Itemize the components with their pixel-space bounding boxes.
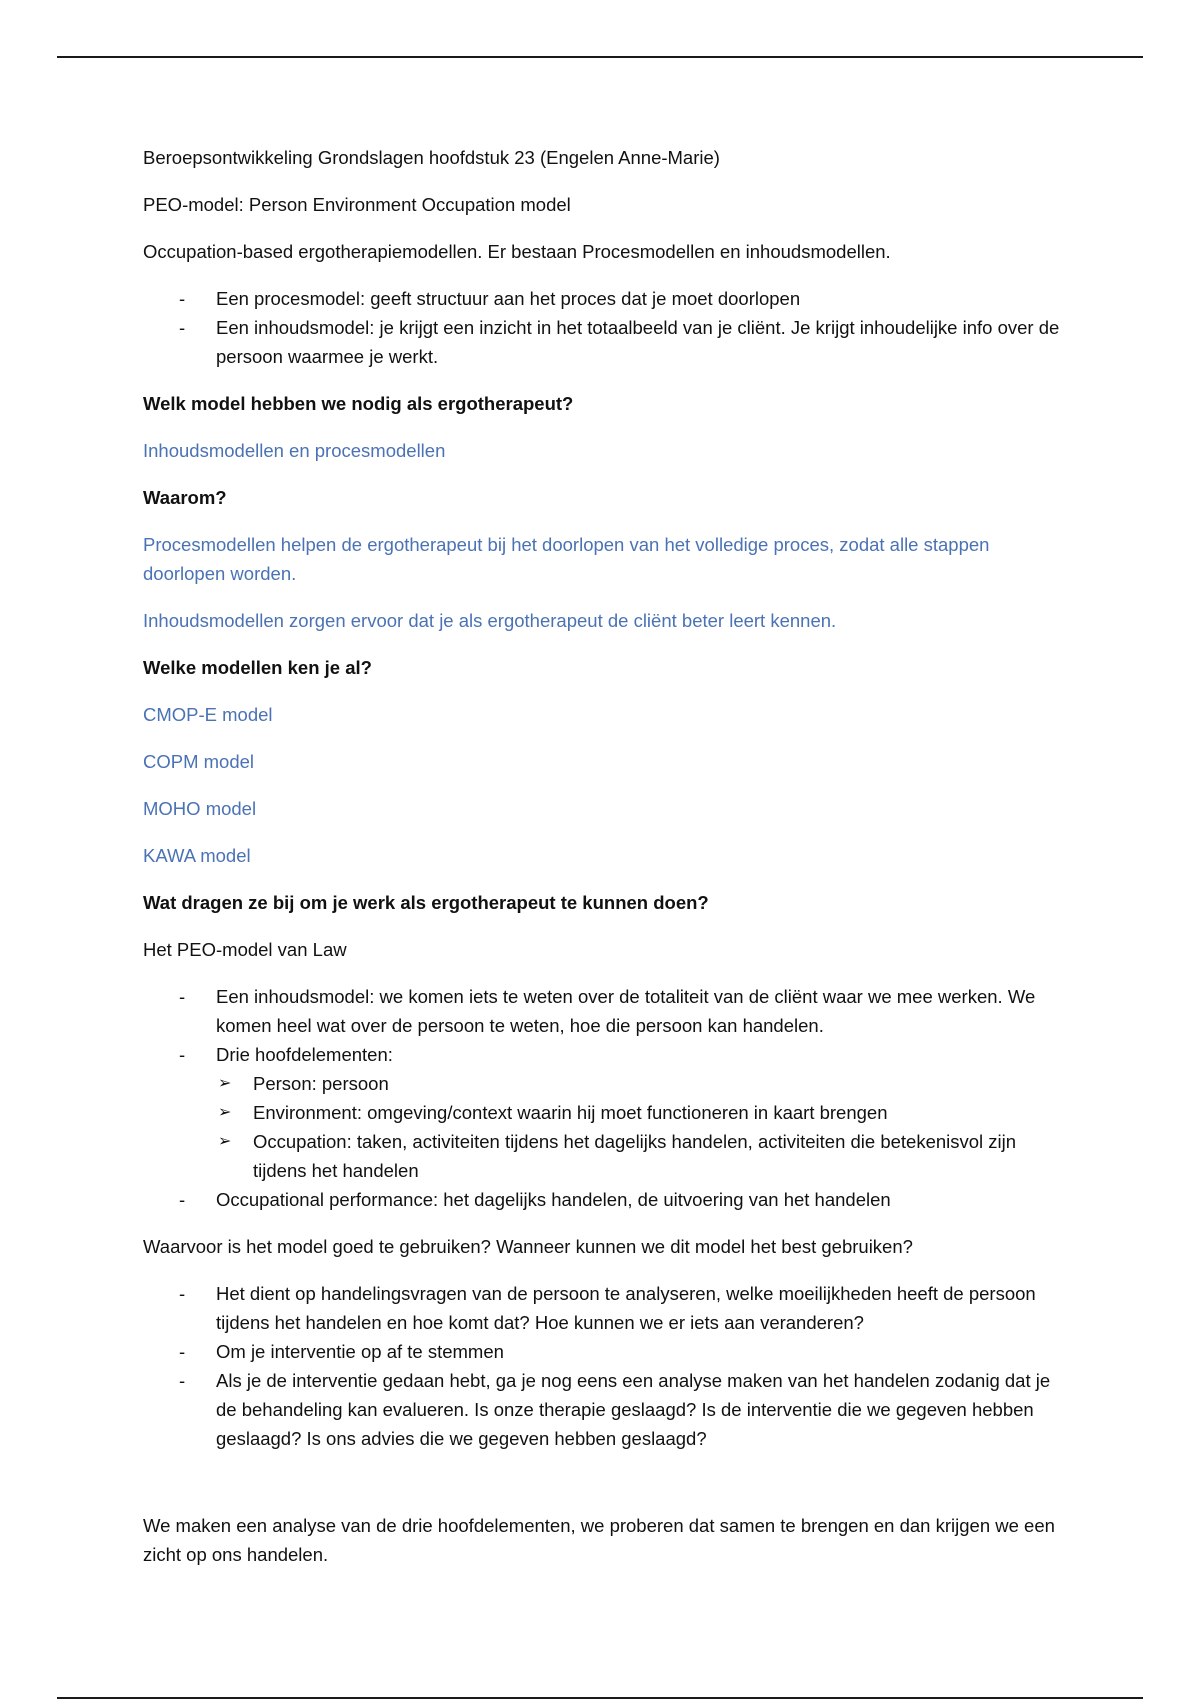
answer-text: KAWA model [143,845,251,866]
arrow-marker: ➢ [218,1075,232,1092]
dash-marker: - [179,317,186,338]
intro-list [143,284,1063,371]
usage-list [143,1279,1063,1453]
sub-list [216,1069,1063,1185]
list-item: - Drie hoofdelementen: ➢ Person: persoon ➢ Environment: omgeving/context waarin hij moet functioneren in kaart brengen ➢ Occupation: taken, activiteiten tijdens het dagelijks handelen, activiteiten die betekenisvol zijn tijdens het handelen [143,1040,1063,1185]
list-item: - Het dient op handelingsvragen van de persoon te analyseren, welke moeilijkheden heeft de persoon tijdens het handelen en hoe komt dat? Hoe kunnen we er iets aan veranderen? [143,1279,1063,1337]
spacer [143,1471,1063,1511]
section-intro: Het PEO-model van Law [143,939,347,960]
arrow-marker: ➢ [218,1133,232,1150]
conclusion-paragraph: We maken een analyse van de drie hoofdelementen, we proberen dat samen te brengen en dan krijgen we een zicht op ons handelen. [143,1515,1055,1565]
dash-marker: - [179,288,186,309]
question-heading: Welke modellen ken je al? [143,657,372,678]
sub-list-item: ➢ Environment: omgeving/context waarin hij moet functioneren in kaart brengen [216,1098,1063,1127]
intro-paragraph: Occupation-based ergotherapiemodellen. Er bestaan Procesmodellen en inhoudsmodellen. [143,241,891,262]
list-item: - Occupational performance: het dagelijks handelen, de uitvoering van het handelen [143,1185,1063,1214]
dash-marker: - [179,986,186,1007]
document-subtitle: PEO-model: Person Environment Occupation model [143,194,571,215]
list-item: - Een inhoudsmodel: we komen iets te weten over de totaliteit van de cliënt waar we mee werken. We komen heel wat over de persoon te weten, hoe die persoon kan handelen. [143,982,1063,1040]
list-item: - Een inhoudsmodel: je krijgt een inzicht in het totaalbeeld van je cliënt. Je krijgt inhoudelijke info over de persoon waarmee je werkt. [143,313,1063,371]
answer-text: Inhoudsmodellen en procesmodellen [143,440,446,461]
list-item: - Een procesmodel: geeft structuur aan het proces dat je moet doorlopen [143,284,1063,313]
peo-list [143,982,1063,1214]
list-item: - Om je interventie op af te stemmen [143,1337,1063,1366]
answer-text: CMOP-E model [143,704,273,725]
question-text: Waarvoor is het model goed te gebruiken? Wanneer kunnen we dit model het best gebruiken? [143,1236,913,1257]
answer-text: Procesmodellen helpen de ergotherapeut bij het doorlopen van het volledige proces, zodat alle stappen doorlopen worden. [143,534,990,584]
answer-text: COPM model [143,751,255,772]
dash-marker: - [179,1044,186,1065]
arrow-marker: ➢ [218,1104,232,1121]
question-heading: Welk model hebben we nodig als ergotherapeut? [143,393,574,414]
sub-list-item: ➢ Occupation: taken, activiteiten tijdens het dagelijks handelen, activiteiten die betekenisvol zijn tijdens het handelen [216,1127,1063,1185]
question-heading: Wat dragen ze bij om je werk als ergotherapeut te kunnen doen? [143,892,709,913]
document-page [143,143,1063,1587]
header-rule [57,56,1143,58]
document-title: Beroepsontwikkeling Grondslagen hoofdstuk 23 (Engelen Anne-Marie) [143,147,720,168]
dash-marker: - [179,1370,186,1391]
answer-text: MOHO model [143,798,257,819]
answer-text: Inhoudsmodellen zorgen ervoor dat je als ergotherapeut de cliënt beter leert kennen. [143,610,837,631]
dash-marker: - [179,1341,186,1362]
question-heading: Waarom? [143,487,227,508]
dash-marker: - [179,1283,186,1304]
sub-list-item: ➢ Person: persoon [216,1069,1063,1098]
list-item: - Als je de interventie gedaan hebt, ga je nog eens een analyse maken van het handelen zodanig dat je de behandeling kan evalueren. Is onze therapie geslaagd? Is de interventie die we gegeven hebben geslaagd? Is ons advies die we gegeven hebben geslaagd? [143,1366,1063,1453]
footer-rule [57,1697,1143,1699]
dash-marker: - [179,1189,186,1210]
